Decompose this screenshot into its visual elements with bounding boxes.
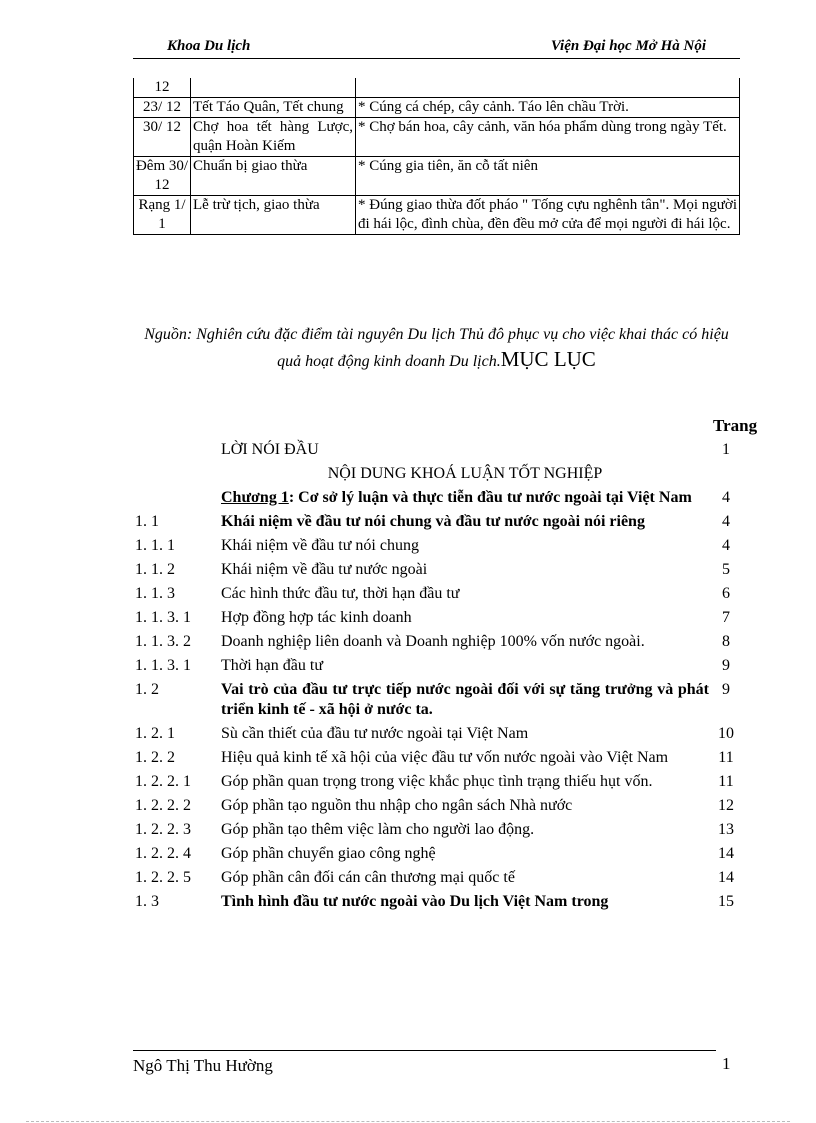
toc-page: 5 [722,561,730,578]
toc-title: Khái niệm về đầu tư nói chung [221,537,419,554]
toc-num [135,464,221,484]
event-cell: Chuẩn bị giao thừa [191,157,356,196]
toc-row [135,724,765,744]
toc-page: 12 [718,797,734,814]
toc-num [135,488,221,508]
toc-row [135,892,765,912]
toc-num: 1. 2. 1 [135,725,175,742]
toc-num: 1. 1. 3. 1 [135,609,191,626]
toc-page: 6 [722,585,730,602]
toc-num: 1. 1. 1 [135,537,175,554]
toc-num: 1. 1 [135,513,159,530]
toc-title: LỜI NÓI ĐẦU [221,441,319,458]
toc-title: Góp phần tạo thêm việc làm cho người lao động. [221,821,535,838]
table-row [134,78,740,98]
toc-title: Hợp đồng hợp tác kinh doanh [221,609,412,626]
toc-num: 1. 2. 2. 5 [135,869,191,886]
toc-row [135,632,765,652]
date-cell: 30/ 12 [134,118,191,157]
source-note [133,322,740,374]
toc-section-title: NỘI DUNG KHOÁ LUẬN TỐT NGHIỆP [327,465,603,482]
toc-num: 1. 2. 2 [135,749,175,766]
date-cell: 23/ 12 [134,98,191,118]
festival-table [133,78,740,235]
toc-row [135,512,765,532]
chapter-label: Chương 1 [221,489,289,506]
toc-page: 14 [718,845,734,862]
toc-num: 1. 1. 2 [135,561,175,578]
toc-num: 1. 1. 3. 2 [135,633,191,650]
toc-page: 11 [718,749,734,766]
activity-cell: * Cúng gia tiên, ăn cỗ tất niên [356,157,740,196]
toc-row [135,560,765,580]
table-row [134,157,740,196]
toc-num: 1. 1. 3. 1 [135,657,191,674]
toc-num: 1. 2. 2. 4 [135,845,191,862]
header-institute: Viện Đại học Mở Hà Nội [550,38,706,54]
event-cell: Tết Táo Quân, Tết chung [191,98,356,118]
toc-row [135,868,765,888]
toc-section-row [135,464,765,484]
toc-page: 9 [722,681,730,698]
toc-intro-row [135,440,765,460]
toc-page: 1 [722,441,730,458]
activity-cell: * Cúng cá chép, cây cảnh. Táo lên chầu Trời. [356,98,740,118]
activity-cell: * Chợ bán hoa, cây cảnh, văn hóa phẩm dùng trong ngày Tết. [356,118,740,157]
toc-title: Góp phần quan trọng trong việc khắc phục tình trạng thiếu hụt vốn. [221,773,653,790]
page-break-line [26,1121,790,1122]
date-cell: 12 [134,78,191,98]
chapter-title: : Cơ sở lý luận và thực tiễn đầu tư nước ngoài tại Việt Nam [288,489,692,506]
toc-num: 1. 1. 3 [135,585,175,602]
toc-num: 1. 2. 2. 2 [135,797,191,814]
source-text: Nguồn: Nghiên cứu đặc điểm tài nguyên Du lịch Thủ đô phục vụ cho việc khai thác có hiệu quả hoạt động kinh doanh Du lịch. [144,326,729,370]
toc-title: Tình hình đầu tư nước ngoài vào Du lịch Việt Nam trong [221,893,609,910]
date-cell: Rạng 1/ 1 [134,196,191,235]
toc-row [135,608,765,628]
toc-title: Thời hạn đầu tư [221,657,323,674]
toc-row [135,656,765,676]
toc-page: 4 [722,537,730,554]
toc-page-column-header: Trang [713,416,758,435]
toc-page: 4 [722,513,730,530]
event-cell: Lễ trừ tịch, giao thừa [191,196,356,235]
table-row [134,118,740,157]
toc-title: Các hình thức đầu tư, thời hạn đầu tư [221,585,460,602]
toc-heading: MỤC LỤC [500,347,596,371]
table-of-contents [135,440,765,916]
toc-row [135,536,765,556]
toc-num: 1. 2. 2. 1 [135,773,191,790]
date-cell: Đêm 30/ 12 [134,157,191,196]
toc-title: Góp phần chuyển giao công nghệ [221,845,436,862]
toc-title: Khái niệm về đầu tư nói chung và đầu tư nước ngoài nói riêng [221,513,645,530]
toc-row [135,796,765,816]
toc-row [135,584,765,604]
toc-chapter-title [221,488,709,508]
toc-page: 14 [718,869,734,886]
toc-row [135,844,765,864]
toc-num: 1. 2 [135,681,159,698]
toc-page: 8 [722,633,730,650]
toc-title: Góp phần tạo nguồn thu nhập cho ngân sách Nhà nước [221,797,573,814]
toc-row [135,748,765,768]
page-header [133,38,740,59]
toc-title: Vai trò của đầu tư trực tiếp nước ngoài đối với sự tăng trưởng và phát triển kinh tế - xã hội ở nước ta. [221,681,709,718]
activity-cell: * Đúng giao thừa đốt pháo " Tống cựu nghênh tân". Mọi người đi hái lộc, đình chùa, đền đều mở cửa để mọi người đi hái lộc. [356,196,740,235]
toc-row [135,680,765,720]
toc-num: 1. 3 [135,893,159,910]
table-row [134,98,740,118]
toc-title: Doanh nghiệp liên doanh và Doanh nghiệp 100% vốn nước ngoài. [221,633,645,650]
event-cell: Chợ hoa tết hàng Lược, quận Hoàn Kiếm [191,118,356,157]
toc-page: 10 [718,725,734,742]
toc-page: 4 [722,489,730,506]
footer-rule [133,1050,716,1051]
header-faculty: Khoa Du lịch [167,38,251,54]
toc-chapter-row [135,488,765,508]
toc-title: Khái niệm về đầu tư nước ngoài [221,561,428,578]
toc-title: Góp phần cân đối cán cân thương mại quốc tế [221,869,515,886]
toc-page: 7 [722,609,730,626]
toc-page: 11 [718,773,734,790]
toc-row [135,772,765,792]
toc-num: 1. 2. 2. 3 [135,821,191,838]
toc-title: Hiệu quả kinh tế xã hội của việc đầu tư vốn nước ngoài vào Việt Nam [221,749,669,766]
footer-author: Ngô Thị Thu Hường [133,1056,273,1075]
toc-num [135,440,221,460]
event-cell [191,78,356,98]
toc-row [135,820,765,840]
footer-page-number: 1 [722,1054,731,1073]
toc-page: 9 [722,657,730,674]
toc-title: Sù cần thiết của đầu tư nước ngoài tại Việt Nam [221,725,529,742]
table-row [134,196,740,235]
toc-page: 15 [718,893,734,910]
toc-page: 13 [718,821,734,838]
activity-cell [356,78,740,98]
